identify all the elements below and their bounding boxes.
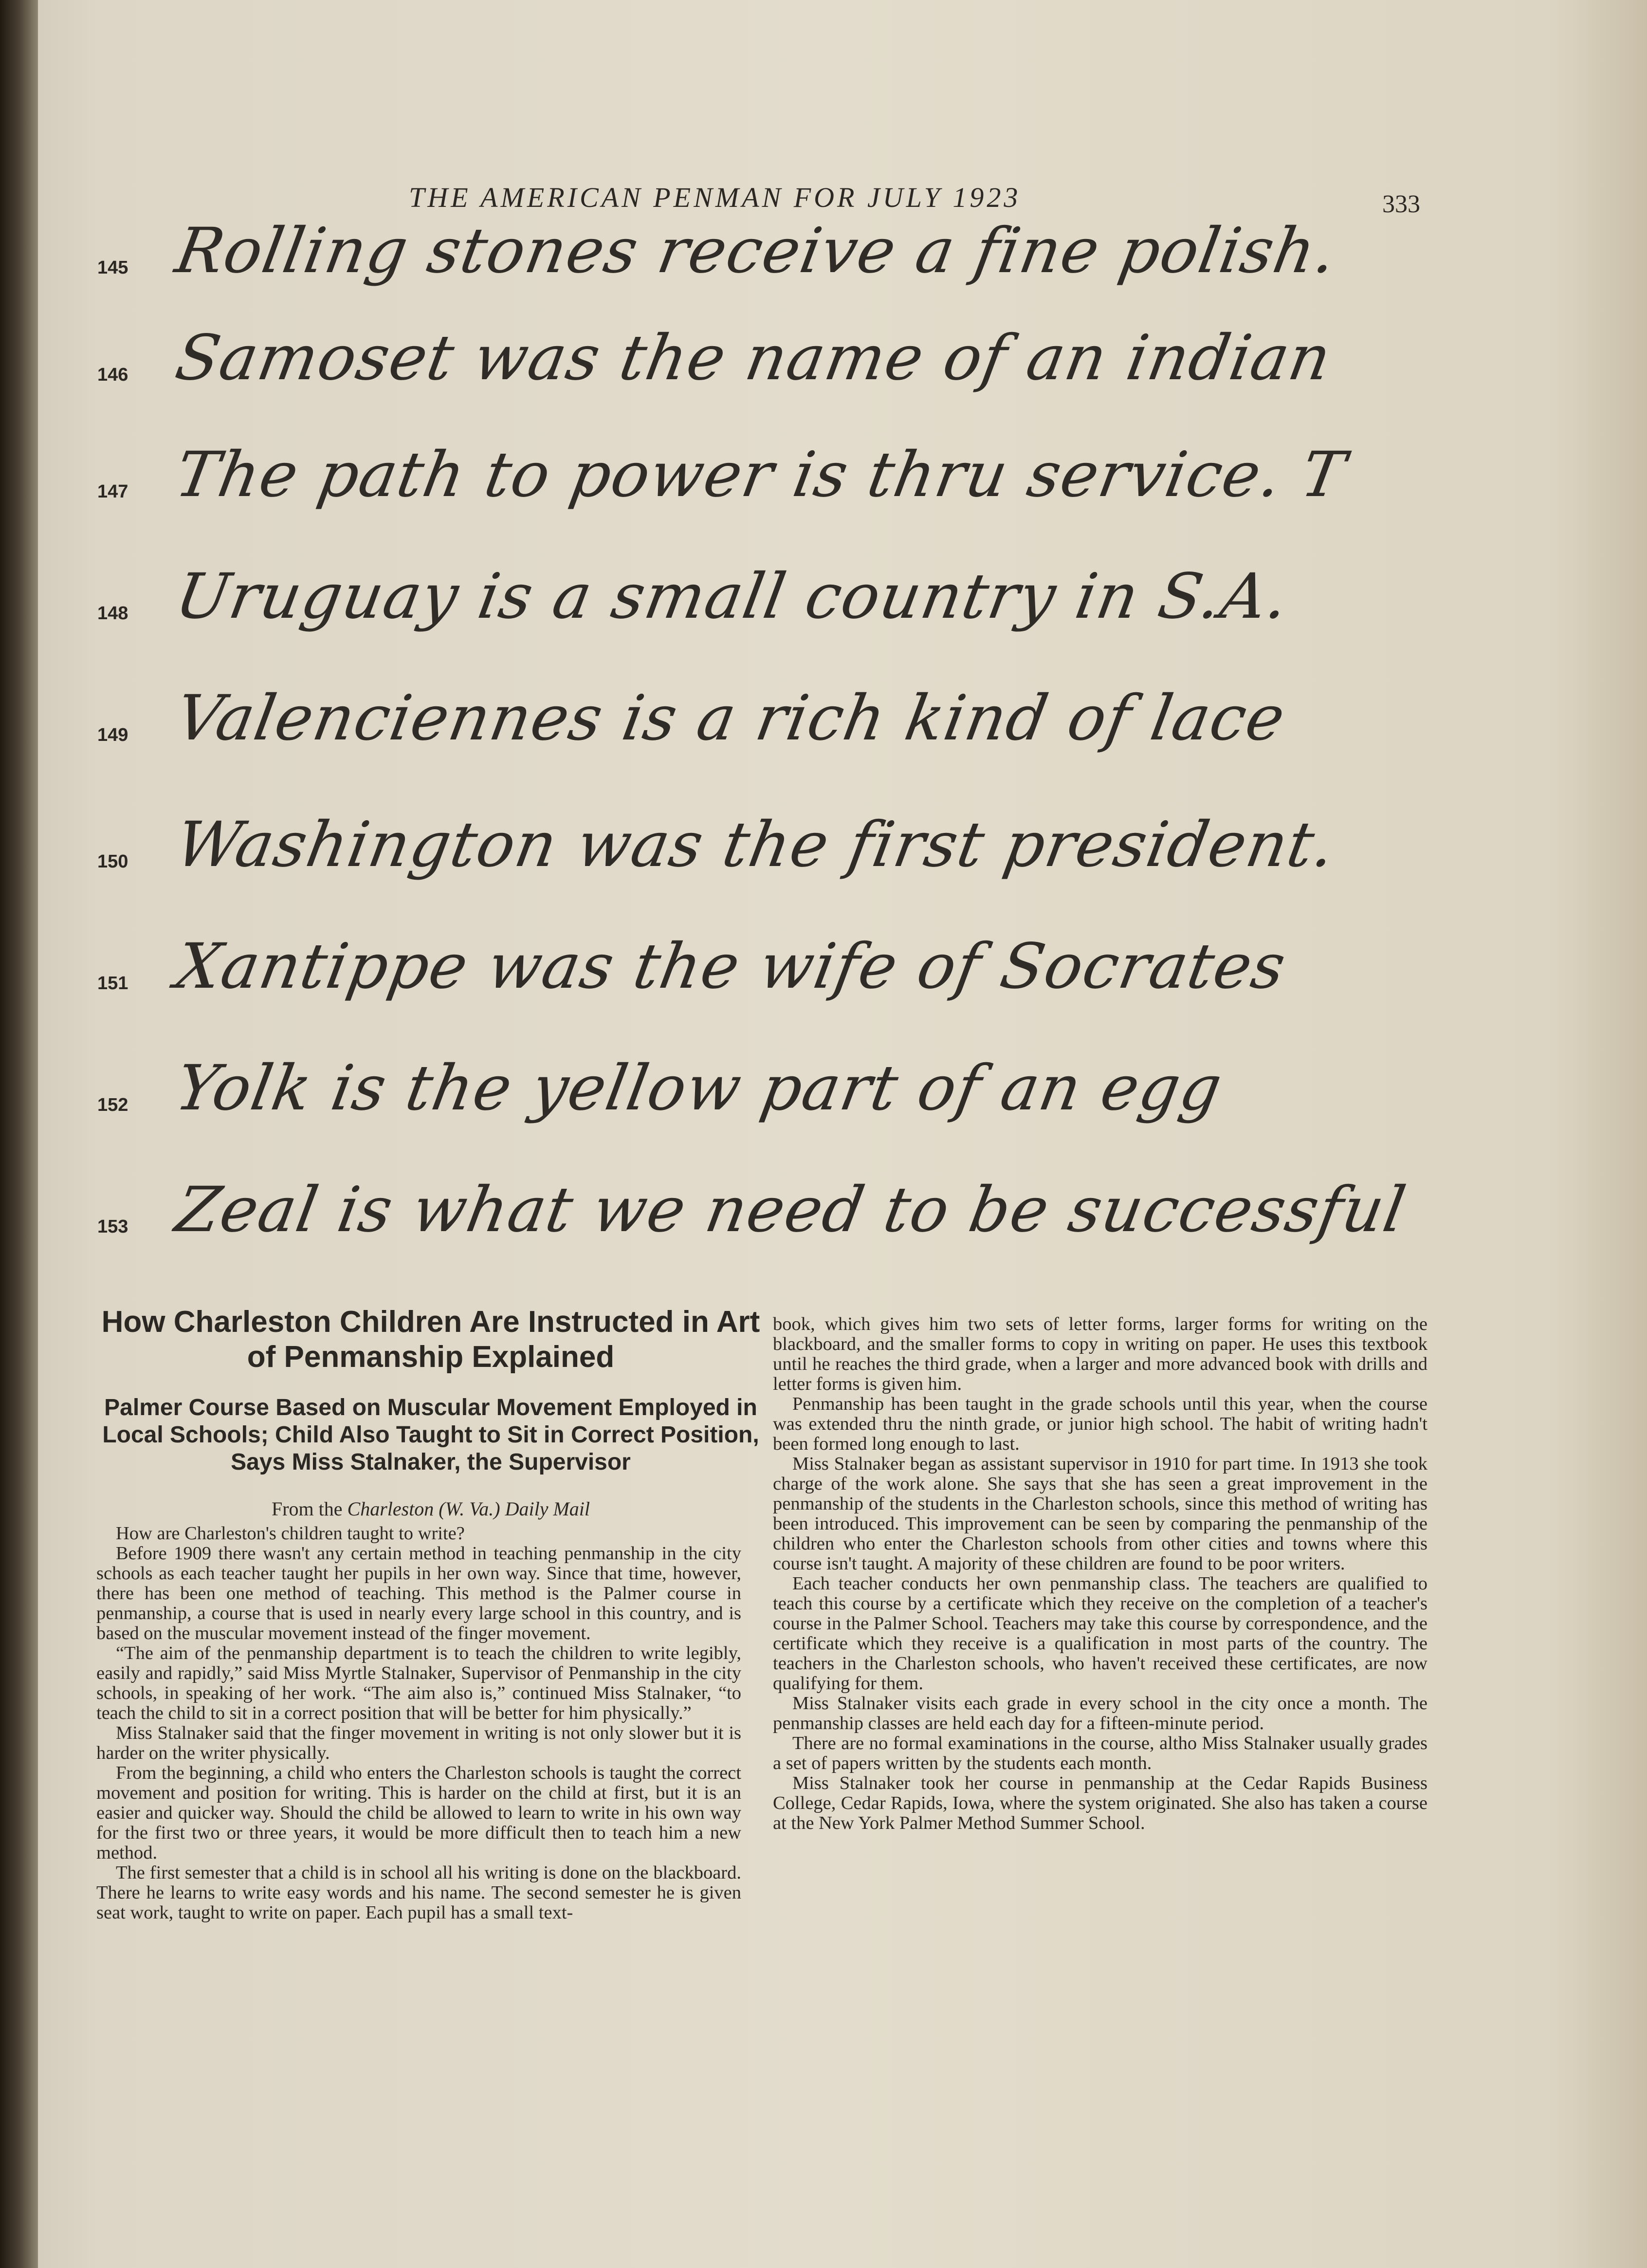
paragraph: From the beginning, a child who enters the Charleston schools is taught the correct movement and position for writing. This is harder on the child at first, but it is an easier and quicker way. Should the child be allowed to learn to write in his own way for the first two or three years, it would be more difficult then to teach him a new method. bbox=[96, 1763, 741, 1863]
copy-line bbox=[97, 312, 1460, 394]
paragraph: How are Charleston's children taught to write? bbox=[116, 1523, 465, 1544]
copy-line bbox=[97, 204, 1460, 287]
paragraph: Miss Stalnaker said that the finger movement in writing is not only slower but it is harder on the writer physically. bbox=[96, 1723, 741, 1763]
binding-gutter bbox=[0, 0, 38, 2268]
script-sentence: Rolling stones receive a fine polish. bbox=[170, 215, 1343, 287]
line-number: 148 bbox=[97, 603, 128, 624]
article-subtitle: Palmer Course Based on Muscular Movement Employed in Local Schools; Child Also Taught to Sit in Correct Position, Says Miss Stalnaker, the Supervisor bbox=[102, 1395, 759, 1475]
copy-line bbox=[97, 798, 1460, 881]
line-number: 146 bbox=[97, 365, 128, 385]
script-sentence: Samoset was the name of an indian bbox=[170, 322, 1337, 394]
page-number: 333 bbox=[1382, 190, 1420, 218]
line-number: 145 bbox=[97, 258, 128, 278]
copy-line bbox=[97, 428, 1460, 511]
paragraph: “The aim of the penmanship department is to teach the children to write legibly, easily and rapidly,” said Miss Myrtle Stalnaker, Supervisor of Penmanship in the city schools, in speaking of her work. “The aim also is,” continued Miss Stalnaker, “to teach the child to sit in a correct position that will be better for him physically.” bbox=[96, 1643, 741, 1723]
paragraph: Miss Stalnaker took her course in penmanship at the Cedar Rapids Business College, Cedar Rapids, Iowa, where the system originated. She also has taken a course at the New York Palmer Method Summer School. bbox=[773, 1773, 1427, 1833]
paragraph: Each teacher conducts her own penmanship class. The teachers are qualified to teach this course by a certificate which they receive on the completion of a teacher's course in the Palmer School. Teachers may take this course by correspondence, and the certificate which they receive is a qualification in most parts of the country. The teachers in the Charleston schools, who haven't received these certificates, are now qualifying for them. bbox=[773, 1573, 1427, 1694]
article-heading bbox=[92, 1305, 769, 1520]
script-sentence: Zeal is what we need to be successful bbox=[170, 1174, 1412, 1246]
paragraph: Before 1909 there wasn't any certain method in teaching penmanship in the city schools as each teacher taught her pupils in her own way. Since that time, however, there has been one method of teaching. This method is the Palmer course in penmanship, a course that is used in nearly every large school in this country, and is based on the muscular movement instead of the finger movement. bbox=[96, 1543, 741, 1643]
script-sentence: Uruguay is a small country in S.A. bbox=[170, 560, 1295, 633]
line-number: 151 bbox=[97, 973, 128, 994]
article-title: How Charleston Children Are Instructed in Art of Penmanship Explained bbox=[101, 1305, 760, 1374]
paragraph: Penmanship has been taught in the grade schools until this year, when the course was extended thru the ninth grade, or junior high school. The habit of writing hadn't been formed long enough to last. bbox=[773, 1394, 1427, 1454]
copy-line bbox=[97, 550, 1460, 633]
copy-line bbox=[97, 672, 1460, 755]
running-head: THE AMERICAN PENMAN FOR JULY 1923 bbox=[409, 182, 1021, 213]
paragraph: There are no formal examinations in the course, altho Miss Stalnaker usually grades a set of papers written by the students each month. bbox=[773, 1733, 1427, 1773]
line-number: 152 bbox=[97, 1095, 128, 1115]
paragraph: Miss Stalnaker visits each grade in every school in the city once a month. The penmanship classes are held each day for a fifteen-minute period. bbox=[773, 1693, 1427, 1733]
line-number: 147 bbox=[97, 481, 128, 502]
paragraph: The first semester that a child is in school all his writing is done on the blackboard. There he learns to write easy words and his name. The second semester he is given seat work, taught to write on paper. Each pupil has a small text- bbox=[96, 1862, 741, 1923]
line-number: 150 bbox=[97, 851, 128, 872]
script-sentence: Yolk is the yellow part of an egg bbox=[170, 1052, 1228, 1125]
line-number: 149 bbox=[97, 725, 128, 745]
paragraph-continuation: book, which gives him two sets of letter forms, larger forms for writing on the blackboard, and the smaller forms to copy in writing on paper. He uses this textbook until he reaches the third grade, when a larger and more advanced book with drills and letter forms is given him. bbox=[773, 1314, 1427, 1394]
article-source bbox=[92, 1497, 769, 1520]
source-prefix: From the bbox=[271, 1498, 343, 1520]
script-sentence: Washington was the first president. bbox=[170, 809, 1341, 881]
article-column-right bbox=[773, 1314, 1427, 1833]
copy-line bbox=[97, 920, 1460, 1003]
copy-line bbox=[97, 1163, 1460, 1246]
script-sentence: The path to power is thru service. T bbox=[170, 439, 1352, 511]
script-sentence: Valenciennes is a rich kind of lace bbox=[170, 682, 1291, 755]
script-sentence: Xantippe was the wife of Socrates bbox=[170, 930, 1292, 1003]
source-name: Charleston (W. Va.) Daily Mail bbox=[347, 1498, 590, 1520]
copy-line bbox=[97, 1042, 1460, 1125]
paragraph: Miss Stalnaker began as assistant supervisor in 1910 for part time. In 1913 she took charge of the work alone. She says that she has seen a great improvement in the penmanship of the students in the Charleston schools, since this method of writing has been introduced. This improvement can be seen by comparing the penmanship of the children who enter the Charleston schools from other cities and towns where this course isn't taught. A majority of these children are found to be poor writers. bbox=[773, 1454, 1427, 1574]
article-column-left bbox=[96, 1524, 741, 1923]
line-number: 153 bbox=[97, 1217, 128, 1237]
